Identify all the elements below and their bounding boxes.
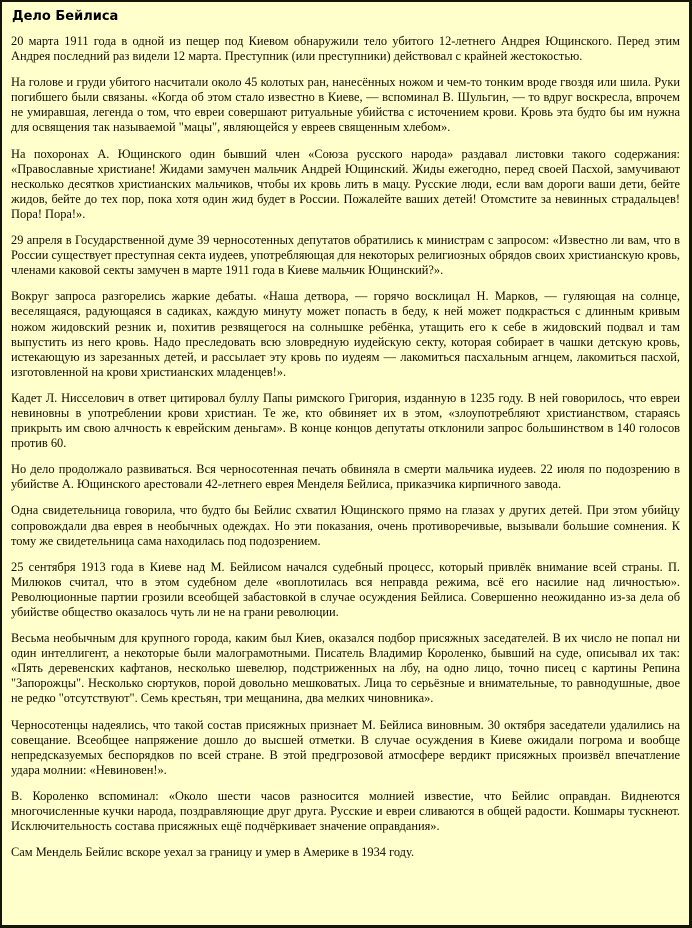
paragraph: Черносотенцы надеялись, что такой состав присяжных признает М. Бейлиса виновным. 30 октября заседатели удалились на совещание. Всеобщее напряжение дошло до высшей отметки. В случае осуждения в Киеве ожидали погрома и вообще непредсказуемых беспорядков по всей стране. В этой предгрозовой атмосфере вердикт присяжных произвёл впечатление удара молнии: «Невиновен!». <box>11 717 680 777</box>
paragraph-clipped: Сам Мендель Бейлис вскоре уехал за границу и умер в Америке в 1934 году. <box>11 845 415 859</box>
paragraph: На голове и груди убитого насчитали около 45 колотых ран, нанесённых ножом и чем-то тонким вроде гвоздя или шила. Руки погибшего были связаны. «Когда об этом стало известно в Киеве, — вспоминал В. Шульгин, — то вдруг воскресла, впрочем не умиравшая, легенда о том, что евреи совершают ритуальные убийства с источением крови. Кровь эта будто бы им нужна для освящения так называемой "мацы", являющейся у евреев священным хлебом». <box>11 75 680 135</box>
paragraph: Одна свидетельница говорила, что будто бы Бейлис схватил Ющинского прямо на глазах у других детей. При этом убийцу сопровождали два еврея в необычных одеждах. Но эти показания, очень противоречивые, вызывали большие сомнения. К тому же свидетельница сама находилась под подозрением. <box>11 503 680 548</box>
document-body <box>2 2 689 858</box>
page-title: Дело Бейлиса <box>12 9 119 24</box>
paragraph: 29 апреля в Государственной думе 39 черносотенных депутатов обратились к министрам с запросом: «Известно ли вам, что в России существует преступная секта иудеев, употребляющая для некоторых религиозных обрядов своих христианскую кровь, членами каковой секты замучен в марте 1911 года в Киеве мальчик Ющинский?». <box>11 233 680 278</box>
paragraph: Кадет Л. Нисселович в ответ цитировал буллу Папы римского Григория, изданную в 1235 году. В ней говорилось, что евреи невиновны в употреблении крови христиан. Те же, кто обвиняет их в этом, «злоупотребляют христианством, стараясь прикрыть им свою алчность к еврейским деньгам». В конце концов депутаты отклонили запрос большинством в 140 голосов против 60. <box>11 390 680 451</box>
paragraph: Весьма необычным для крупного города, каким был Киев, оказался подбор присяжных заседателей. В их число не попал ни один интеллигент, а некоторые были малограмотными. Писатель Владимир Короленко, бывший на суде, описывал их так: «Пять деревенских кафтанов, несколько шевелюр, подстриженных на лбу, на одно лицо, точно писец с картины Репина "Запорожцы". Несколько сюртуков, порой довольно мешковатых. Лица то серьёзные и внимательные, то равнодушные, двое не редко "отсутствуют". Семь крестьян, три мещанина, два мелких чиновника». <box>11 631 680 706</box>
paragraph: На похоронах А. Ющинского один бывший член «Союза русского народа» раздавал листовки такого содержания: «Православные христиане! Жидами замучен мальчик Андрей Ющинский. Жиды ежегодно, перед своей Пасхой, замучивают несколько десятков христианских мальчиков, чтобы их кровь лить в мацу. Русские люди, если вам дороги ваши дети, бейте жидов, бейте до тех пор, пока хотя один жид будет в России. Пожалейте ваших детей! Отомстите за невинных страдальцев! Пора! Пора!». <box>11 146 680 221</box>
paragraph: 25 сентября 1913 года в Киеве над М. Бейлисом начался судебный процесс, который привлёк внимание всей страны. П. Милюков считал, что в этом судебном деле «воплотилась вся неправда режима, всё его насилие над личностью». Революционные партии грозили всеобщей забастовкой в случае осуждения Бейлиса. Совершенно неожиданно из-за дела об убийстве общество оказалось чуть ли не на грани революции. <box>11 559 680 619</box>
paragraph: Вокруг запроса разгорелись жаркие дебаты. «Наша детвора, — горячо восклицал Н. Марков, — гуляющая на солнце, веселящаяся, радующаяся в садиках, каждую минуту может попасть в беду, к ней может подкрасться с длинным кривым ножом жидовский резник и, похитив резвящегося на солнышке ребёнка, утащить его к себе в жидовский подвал и там выпустить из него кровь. Надо преследовать всю зловредную иудейскую секту, которая собирает в чашки детскую кровь, истекающую из зарезанных детей, и рассылает эту кровь по иудеям — лакомиться пасхальным агнцем, лакомиться пасхой, изготовленной на крови христианских младенцев!». <box>11 289 680 379</box>
paragraph: 20 марта 1911 года в одной из пещер под Киевом обнаружили тело убитого 12-летнего Андрея Ющинского. Перед этим Андрея последний раз видели 12 марта. Преступник (или преступники) действовал с крайней жестокостью. <box>11 34 680 64</box>
paragraph: В. Короленко вспоминал: «Около шести часов разносится молнией известие, что Бейлис оправдан. Виднеются многочисленные кучки народа, поздравляющие друг друга. Русские и евреи сливаются в общей радости. Кошмары тускнеют. Исключительность состава присяжных ещё подчёркивает значение оправдания». <box>11 788 680 834</box>
paragraph: Но дело продолжало развиваться. Вся черносотенная печать обвиняла в смерти мальчика иудеев. 22 июля по подозрению в убийстве А. Ющинского арестовали 42-летнего еврея Менделя Бейлиса, приказчика кирпичного завода. <box>11 462 680 492</box>
